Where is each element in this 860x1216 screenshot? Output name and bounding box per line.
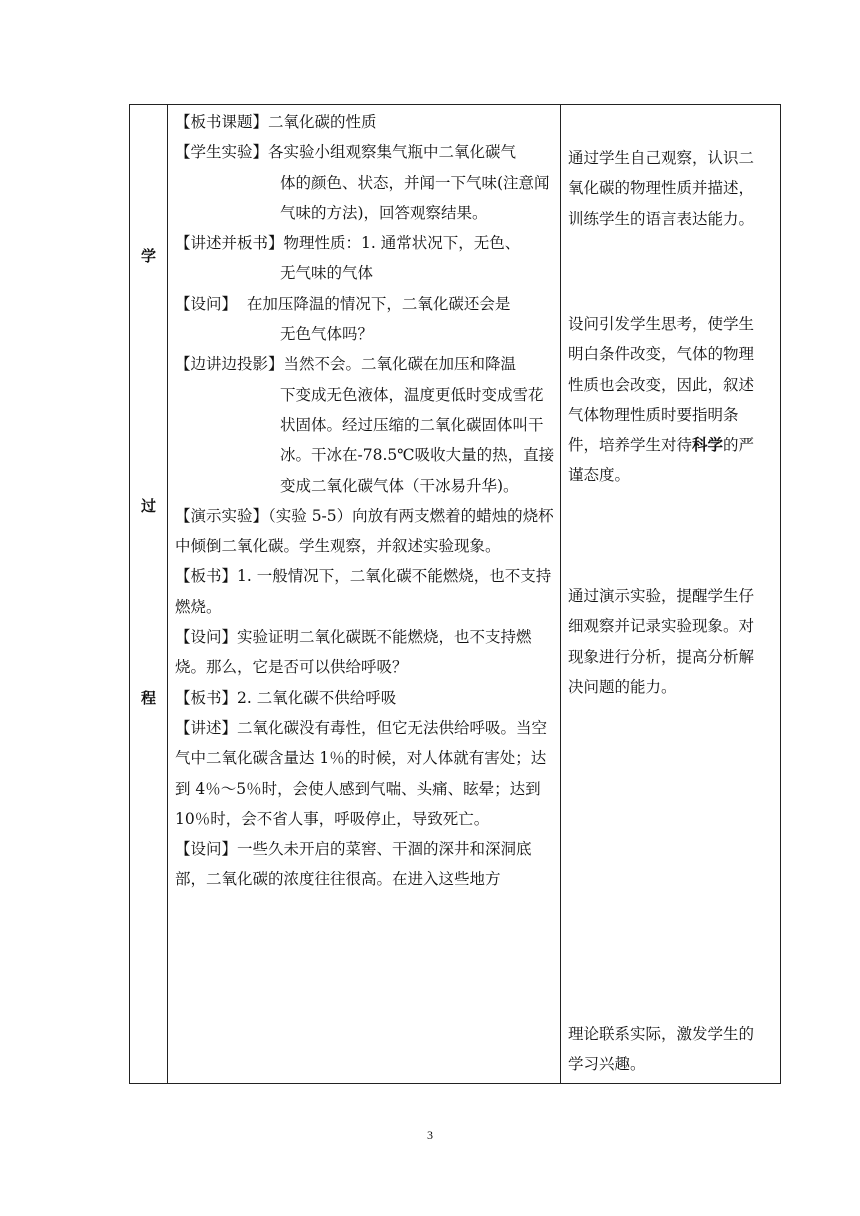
design-note-demo: 通过演示实验，提醒学生仔细观察并记录实验现象。对现象进行分析，提高分析解决问题的能力。 [568,587,755,696]
student-experiment-entry [175,137,555,228]
projection-line1: 当然不会。二氧化碳在加压和降温 [283,355,517,374]
question1-entry [175,289,555,350]
side-label-guo: 过 [140,497,156,515]
column-divider-left [167,105,168,1083]
side-label-xue: 学 [140,247,156,265]
board1-text: 1. 一般情况下，二氧化碳不能燃烧，也不支持燃烧。 [175,567,552,616]
board-title-entry [175,107,555,137]
lecture-text: 二氧化碳没有毒性，但它无法供给呼吸。当空气中二氧化碳含量达 1％的时候，对人体就有害处；达到 4％～5％时，会使人感到气喘、头痛、眩晕；达到 10％时，会不省人事，呼吸停止，导致死亡。 [175,718,548,828]
design-note-conditions-bold: 科学 [692,435,724,455]
projection-label: 【边讲边投影】 [175,355,284,374]
question2-entry [175,622,555,683]
teaching-process-column [175,107,555,895]
student-experiment-label: 【学生实验】 [175,143,269,162]
question1-line1: 在加压降温的情况下，二氧化碳还会是 [237,294,511,313]
student-experiment-line1: 各实验小组观察集气瓶中二氧化碳气 [268,143,517,162]
lecture-board-entry [175,228,555,289]
board1-entry [175,561,555,622]
board-title-text: 二氧化碳的性质 [268,113,377,131]
lecture-board-text: 无气味的气体 [280,264,374,283]
lecture-entry [175,713,555,834]
projection-entry [175,349,555,500]
question1-text: 无色气体吗？ [280,325,374,344]
board-title-label: 【板书课题】 [175,113,269,131]
design-note-practice: 理论联系实际，激发学生的学习兴趣。 [568,1025,755,1074]
design-note-conditions-b: 的严谨态度。 [568,436,755,485]
student-experiment-text: 体的颜色、状态，并闻一下气味(注意闻气味的方法)，回答观察结果。 [280,173,550,222]
board2-label: 【板书】 [175,688,238,707]
board2-entry [175,683,555,713]
board2-text: 2. 二氧化碳不供给呼吸 [237,688,397,707]
page-number: 3 [427,1128,433,1142]
lecture-label: 【讲述】 [175,718,238,737]
demo-experiment-text: （实验 5-5）向放有两支燃着的蜡烛的烧杯中倾倒二氧化碳。学生观察，并叙述实验现象。 [175,506,554,556]
demo-experiment-label: 【演示实验】 [175,506,269,525]
question3-entry [175,834,555,895]
side-label-cheng: 程 [140,689,156,707]
lesson-table [129,104,781,1084]
board1-label: 【板书】 [175,567,238,586]
question2-text: 实验证明二氧化碳既不能燃烧，也不支持燃烧。那么，它是否可以供给呼吸？ [175,628,532,677]
lecture-board-label: 【讲述并板书】 [175,234,284,253]
design-note-conditions-a: 设问引发学生思考，使学生明白条件改变，气体的物理性质也会改变，因此，叙述气体物理性质时要指明条件，培养学生对待 [568,315,755,455]
design-note-observation: 通过学生自己观察，认识二氧化碳的物理性质并描述，训练学生的语言表达能力。 [568,149,755,228]
demo-experiment-entry [175,501,555,562]
lecture-board-line1: 物理性质：1. 通常状况下，无色、 [283,234,521,253]
column-divider-right [560,105,561,1083]
question1-label: 【设问】 [175,294,238,313]
question2-label: 【设问】 [175,628,238,647]
design-note-conditions [568,309,768,491]
question3-text: 一些久未开启的菜窖、干涸的深井和深洞底部，二氧化碳的浓度往往很高。在进入这些地方 [175,840,532,889]
projection-text: 下变成无色液体，温度更低时变成雪花状固体。经过压缩的二氧化碳固体叫干冰。干冰在-78.5℃吸收大量的热，直接变成二氧化碳气体（干冰易升华)。 [280,385,555,495]
question3-label: 【设问】 [175,840,238,859]
